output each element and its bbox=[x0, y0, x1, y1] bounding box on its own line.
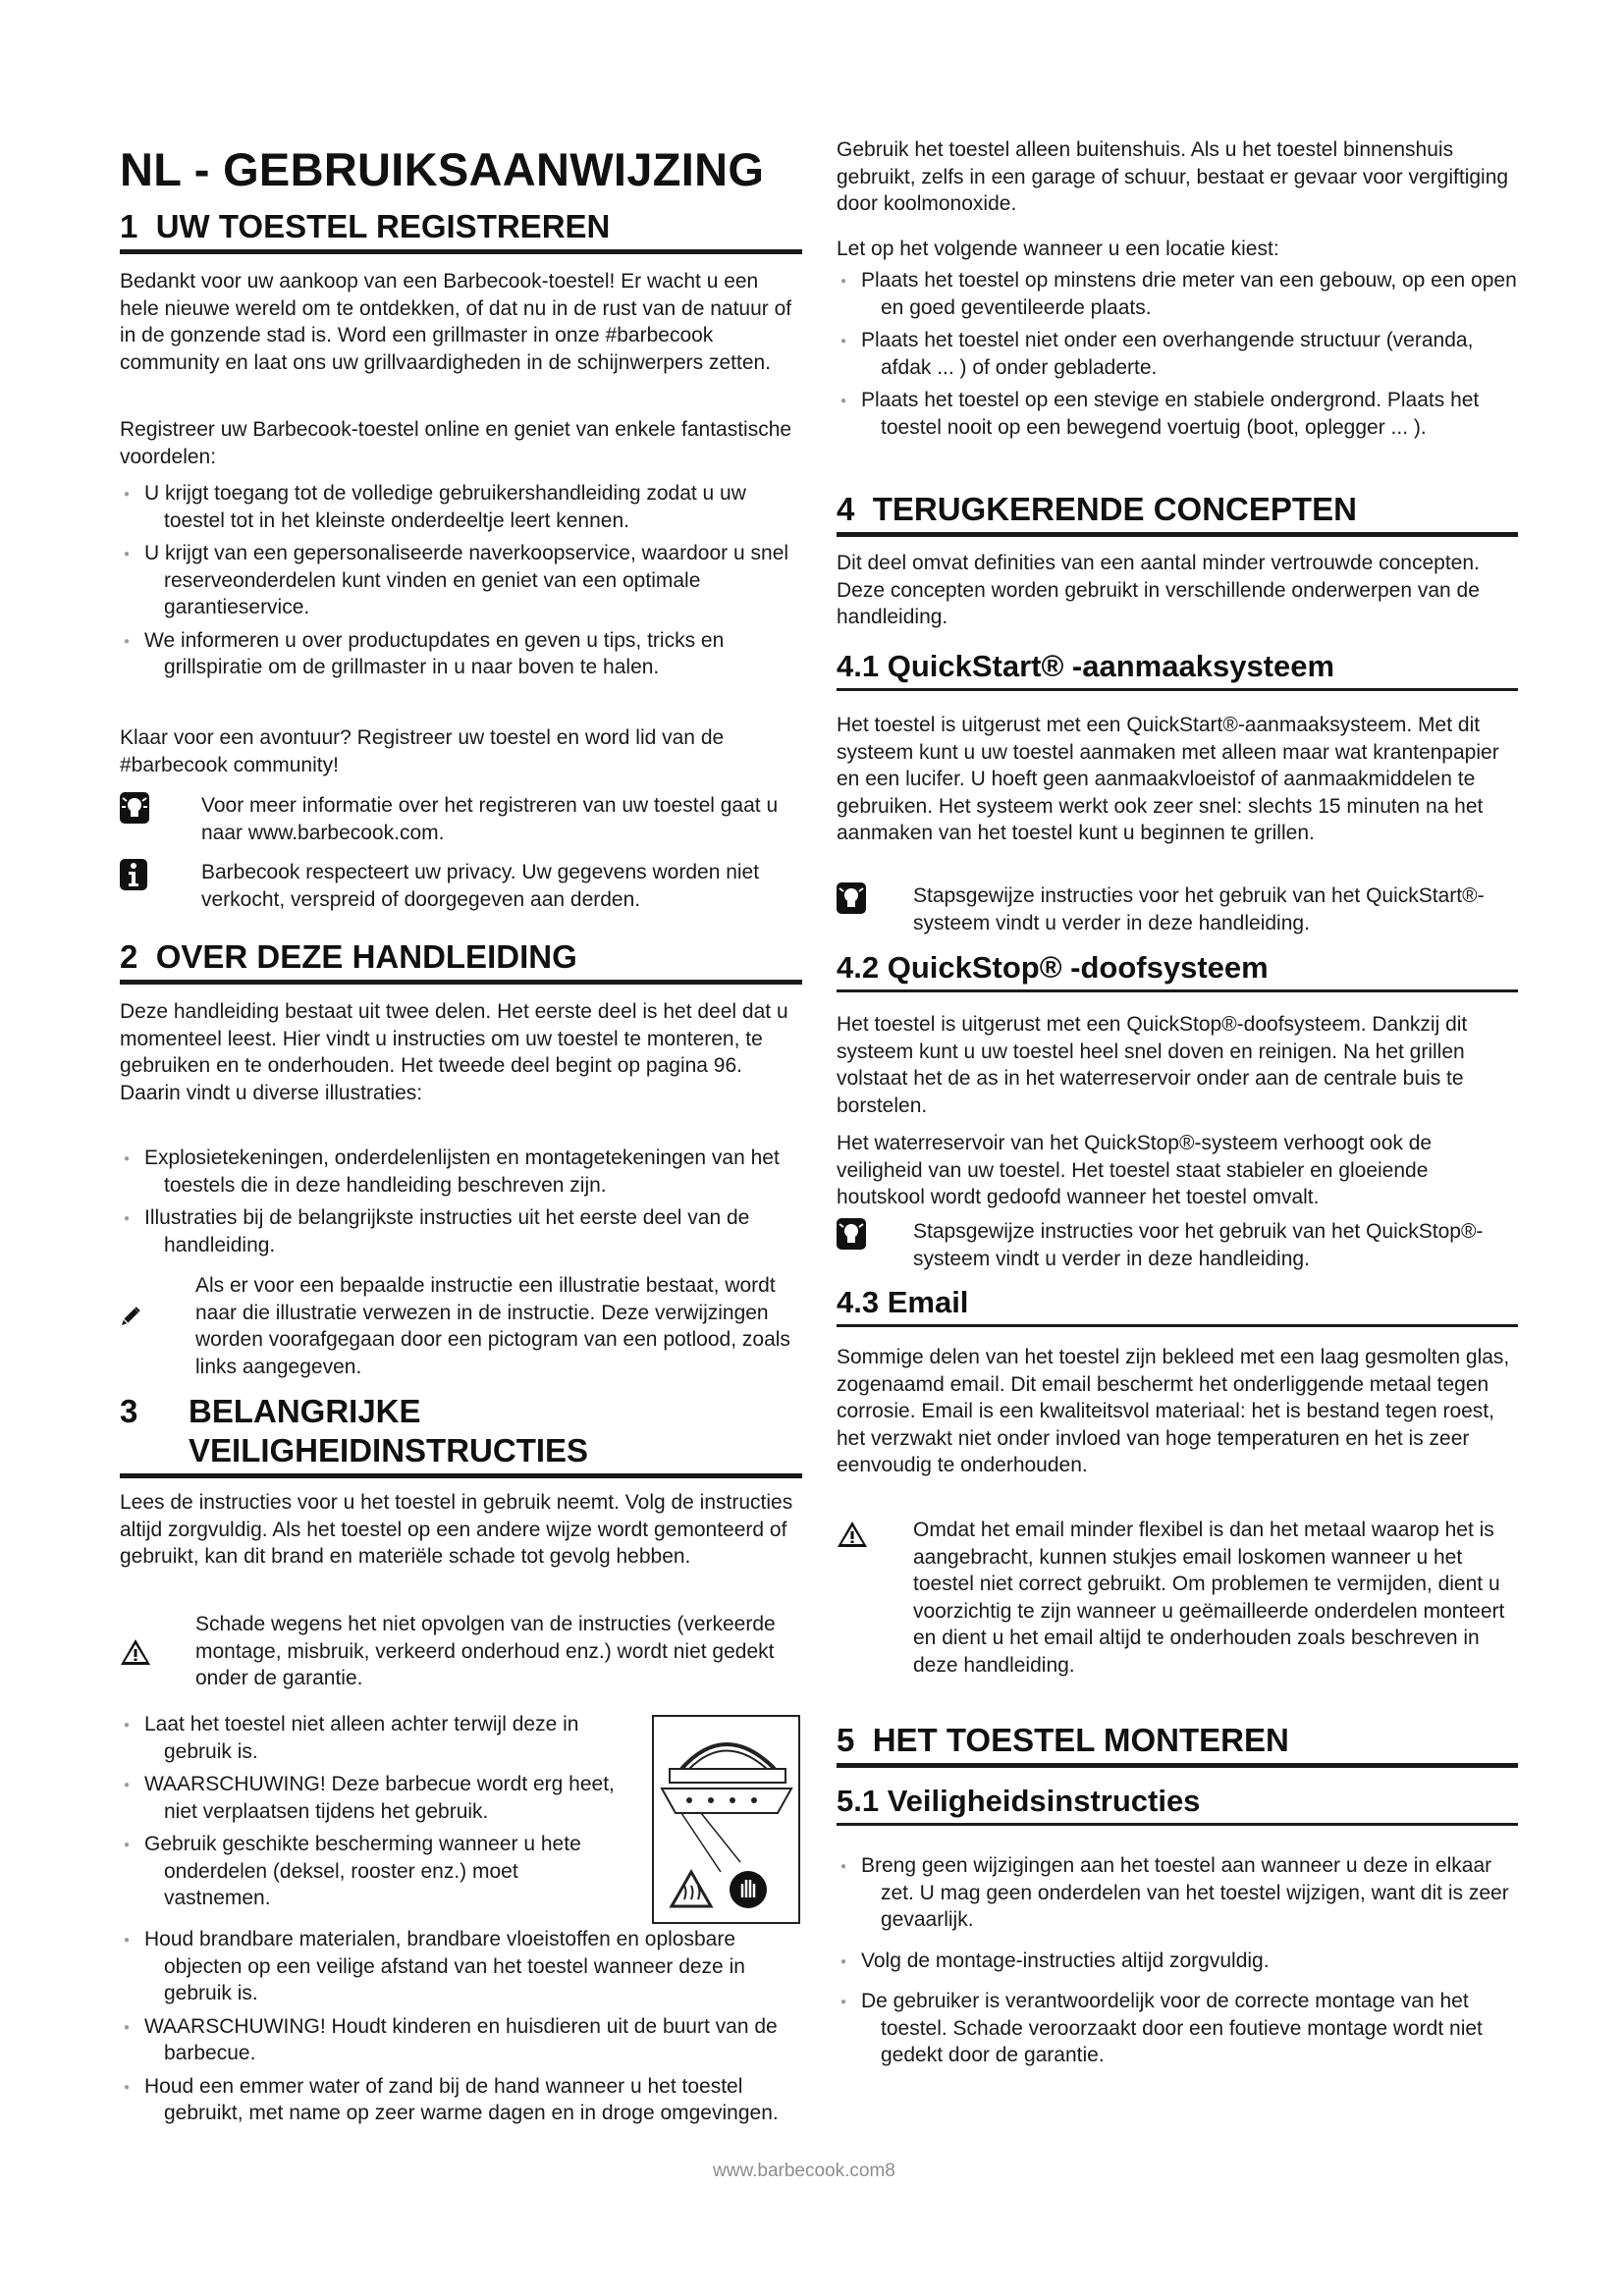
quickstop-note bbox=[837, 1218, 1518, 1272]
paragraph: Het toestel is uitgerust met een QuickStart®-aanmaaksysteem. Met dit systeem kunt u uw toestel aanmaken met alleen maar wat krantenpapier en een lucifer. U hoeft geen aanmaakvloeistof of aanmaakmiddelen te gebruiken. Het systeem werkt ook zeer snel: slechts 15 minuten na het aanmaken van het toestel kunt u beginnen te grillen. bbox=[837, 714, 1499, 844]
section-title: TERUGKERENDE CONCEPTEN bbox=[872, 491, 1357, 527]
paragraph: Het toestel is uitgerust met een QuickStop®-doofsysteem. Dankzij dit systeem kunt u uw toestel heel snel doven en reinigen. Na het grillen volstaat het de as in het waterreservoir onder aan de centrale buis te borstelen. bbox=[837, 1013, 1468, 1117]
paragraph: Dit deel omvat definities van een aantal minder vertrouwde concepten. Deze concepten worden gebruikt in verschillende onderwerpen van de handleiding. bbox=[837, 552, 1480, 628]
paragraph: Het waterreservoir van het QuickStop®-systeem verhoogt ook de veiligheid van uw toestel. Het toestel staat stabieler en gloeiende houtskool wordt gedoofd wanneer het toestel omvalt. bbox=[837, 1132, 1433, 1208]
subsection-4-2-heading: 4.2 QuickStop® -doofsysteem bbox=[837, 949, 1518, 992]
paragraph: Gebruik het toestel alleen buitenshuis. Als u het toestel binnenshuis gebruikt, zelfs in een garage of schuur, bestaat er gevaar voor vergiftiging door koolmonoxide. bbox=[837, 138, 1509, 215]
section-title: UW TOESTEL REGISTREREN bbox=[155, 208, 611, 244]
info-icon bbox=[120, 859, 147, 895]
warning-triangle-icon bbox=[120, 1638, 151, 1671]
info-note bbox=[120, 792, 802, 846]
note-text: Schade wegens het niet opvolgen van de instructies (verkeerde montage, misbruik, verkeerd onderhoud enz.) wordt niet gedekt onder de garantie. bbox=[195, 1613, 776, 1689]
bullet-list bbox=[120, 480, 802, 681]
note-text: Barbecook respecteert uw privacy. Uw gegevens worden niet verkocht, verspreid of doorgegeven aan derden. bbox=[201, 861, 760, 911]
section-title: HET TOESTEL MONTEREN bbox=[872, 1722, 1289, 1758]
lightbulb-icon bbox=[120, 792, 149, 828]
list-item: ● U krijgt van een gepersonaliseerde naverkoopservice, waardoor u snel reserveonderdelen kunt vinden en geniet van een optimale garantieservice. bbox=[120, 540, 802, 621]
section-3-heading bbox=[120, 1392, 802, 1478]
list-item: ● Breng geen wijzigingen aan het toestel aan wanneer u deze in elkaar zet. U mag geen onderdelen van het toestel wijzigen, want dit is zeer gevaarlijk. bbox=[837, 1852, 1518, 1934]
subsection-5-1-heading: 5.1 Veiligheidsinstructies bbox=[837, 1783, 1518, 1826]
list-item: ● WAARSCHUWING! Deze barbecue wordt erg heet, niet verplaatsen tijdens het gebruik. bbox=[120, 1771, 616, 1825]
section-title: OVER DEZE HANDLEIDING bbox=[155, 938, 577, 975]
list-item: ● Laat het toestel niet alleen achter terwijl deze in gebruik is. bbox=[120, 1711, 616, 1765]
section-1-heading bbox=[120, 207, 802, 254]
section-number: 2 bbox=[120, 938, 138, 975]
list-item: ● We informeren u over productupdates en geven u tips, tricks en grillspiratie om de grillmaster in u naar boven te halen. bbox=[120, 627, 802, 681]
lightbulb-icon bbox=[837, 1218, 866, 1255]
subsection-4-1-heading: 4.1 QuickStart® -aanmaaksysteem bbox=[837, 648, 1518, 691]
warning-triangle-icon bbox=[837, 1521, 868, 1553]
bullet-list bbox=[120, 1926, 802, 2127]
paragraph: Registreer uw Barbecook-toestel online en geniet van enkele fantastische voordelen: bbox=[120, 418, 792, 468]
bullet-list bbox=[120, 1711, 616, 1912]
paragraph: Lees de instructies voor u het toestel in gebruik neemt. Volg de instructies altijd zorgvuldig. Als het toestel op een andere wijze wordt gemonteerd of gebruikt, kan dit brand en materiële schade tot gevolg hebben. bbox=[120, 1491, 793, 1568]
pencil-note bbox=[120, 1272, 802, 1380]
section-number: 5 bbox=[837, 1722, 855, 1758]
list-item: ● Illustraties bij de belangrijkste instructies uit het eerste deel van de handleiding. bbox=[120, 1204, 802, 1258]
section-5-heading bbox=[837, 1721, 1518, 1768]
note-text: Omdat het email minder flexibel is dan het metaal waarop het is aangebracht, kunnen stukjes email loskomen wanneer u het toestel niet correct gebruikt. Om problemen te vermijden, dient u voorzichtig te zijn wanneer u geëmailleerde onderdelen monteert en dient u het email altijd te onderhouden zoals beschreven in deze handleiding. bbox=[913, 1519, 1505, 1677]
subsection-4-3-heading: 4.3 Email bbox=[837, 1284, 1518, 1327]
paragraph: Klaar voor een avontuur? Registreer uw toestel en word lid van de #barbecook community! bbox=[120, 726, 725, 776]
list-item: ● Explosietekeningen, onderdelenlijsten en montagetekeningen van het toestels die in deze handleiding beschreven zijn. bbox=[120, 1145, 802, 1199]
bullet-list bbox=[837, 1852, 1518, 2069]
privacy-note bbox=[120, 859, 802, 913]
list-item: ● Plaats het toestel niet onder een overhangende structuur (veranda, afdak ... ) of onder gebladerte. bbox=[837, 327, 1518, 381]
list-item: ● Plaats het toestel op een stevige en stabiele ondergrond. Plaats het toestel nooit op een bewegend voertuig (boot, oplegger ... ). bbox=[837, 387, 1518, 441]
list-item: ● De gebruiker is verantwoordelijk voor de correcte montage van het toestel. Schade veroorzaakt door een foutieve montage wordt niet gedekt door de garantie. bbox=[837, 1988, 1518, 2069]
bullet-list bbox=[837, 267, 1518, 441]
section-number: 3 bbox=[120, 1393, 138, 1429]
page-footer: www.barbecook.com8 bbox=[713, 2161, 895, 2181]
list-item: ● U krijgt toegang tot de volledige gebruikershandleiding zodat u uw toestel tot in het kleinste onderdeeltje leert kennen. bbox=[120, 480, 802, 534]
list-item: ● Gebruik geschikte bescherming wanneer u hete onderdelen (deksel, rooster enz.) moet vastnemen. bbox=[120, 1831, 616, 1912]
pencil-icon bbox=[120, 1306, 141, 1332]
hot-lid-illustration bbox=[652, 1715, 800, 1924]
section-4-heading bbox=[837, 490, 1518, 537]
document-title: NL - GEBRUIKSAANWIJZING bbox=[120, 143, 765, 195]
note-text: Voor meer informatie over het registreren van uw toestel gaat u naar www.barbecook.com. bbox=[201, 794, 779, 844]
section-number: 4 bbox=[837, 491, 855, 527]
lightbulb-icon bbox=[837, 882, 866, 919]
section-number: 1 bbox=[120, 208, 138, 244]
email-warning-note bbox=[837, 1517, 1518, 1679]
list-item: ● Houd brandbare materialen, brandbare vloeistoffen en oplosbare objecten op een veilige afstand van het toestel wanneer deze in gebruik is. bbox=[120, 1926, 802, 2007]
list-item: ● WAARSCHUWING! Houdt kinderen en huisdieren uit de buurt van de barbecue. bbox=[120, 2013, 802, 2067]
paragraph: Deze handleiding bestaat uit twee delen. Het eerste deel is het deel dat u momenteel leest. Hier vindt u instructies om uw toestel te monteren, te gebruiken en te onderhouden. Het tweede deel begint op pagina 96. Daarin vindt u diverse illustraties: bbox=[120, 1000, 788, 1104]
warning-note bbox=[120, 1611, 802, 1692]
bullet-list bbox=[120, 1145, 802, 1258]
quickstart-note bbox=[837, 882, 1518, 936]
list-item: ● Plaats het toestel op minstens drie meter van een gebouw, op een open en goed geventileerde plaats. bbox=[837, 267, 1518, 321]
paragraph: Sommige delen van het toestel zijn bekleed met een laag gesmolten glas, zogenaamd email. Dit email beschermt het onderliggende metaal tegen corrosie. Email is een kwaliteitsvol materiaal: het is bestand tegen roest, het verzwakt niet onder invloed van hoge temperaturen en het is zeer eenvoudig te onderhouden. bbox=[837, 1346, 1510, 1476]
note-text: Als er voor een bepaalde instructie een illustratie bestaat, wordt naar die illustratie verwezen in de instructie. Deze verwijzingen worden voorafgegaan door een pictogram van een potlood, zoals links aangegeven. bbox=[195, 1274, 790, 1378]
section-title-line2: VEILIGHEIDINSTRUCTIES bbox=[189, 1432, 589, 1468]
list-item: ● Houd een emmer water of zand bij de hand wanneer u het toestel gebruikt, met name op zeer warme dagen en in droge omgevingen. bbox=[120, 2073, 802, 2127]
list-item: ● Volg de montage-instructies altijd zorgvuldig. bbox=[837, 1948, 1518, 1975]
note-text: Stapsgewijze instructies voor het gebruik van het QuickStop®-systeem vindt u verder in deze handleiding. bbox=[913, 1220, 1484, 1270]
paragraph: Bedankt voor uw aankoop van een Barbecook-toestel! Er wacht u een hele nieuwe wereld om te ontdekken, of dat nu in de rust van de natuur of in de gonzende stad is. Word een grillmaster in onze #barbecook community en laat ons uw grillvaardigheden in de schijnwerpers zetten. bbox=[120, 270, 792, 374]
section-title-line1: BELANGRIJKE bbox=[189, 1393, 421, 1429]
paragraph: Let op het volgende wanneer u een locatie kiest: bbox=[837, 238, 1279, 260]
note-text: Stapsgewijze instructies voor het gebruik van het QuickStart®-systeem vindt u verder in deze handleiding. bbox=[913, 884, 1485, 934]
section-2-heading bbox=[120, 937, 802, 985]
